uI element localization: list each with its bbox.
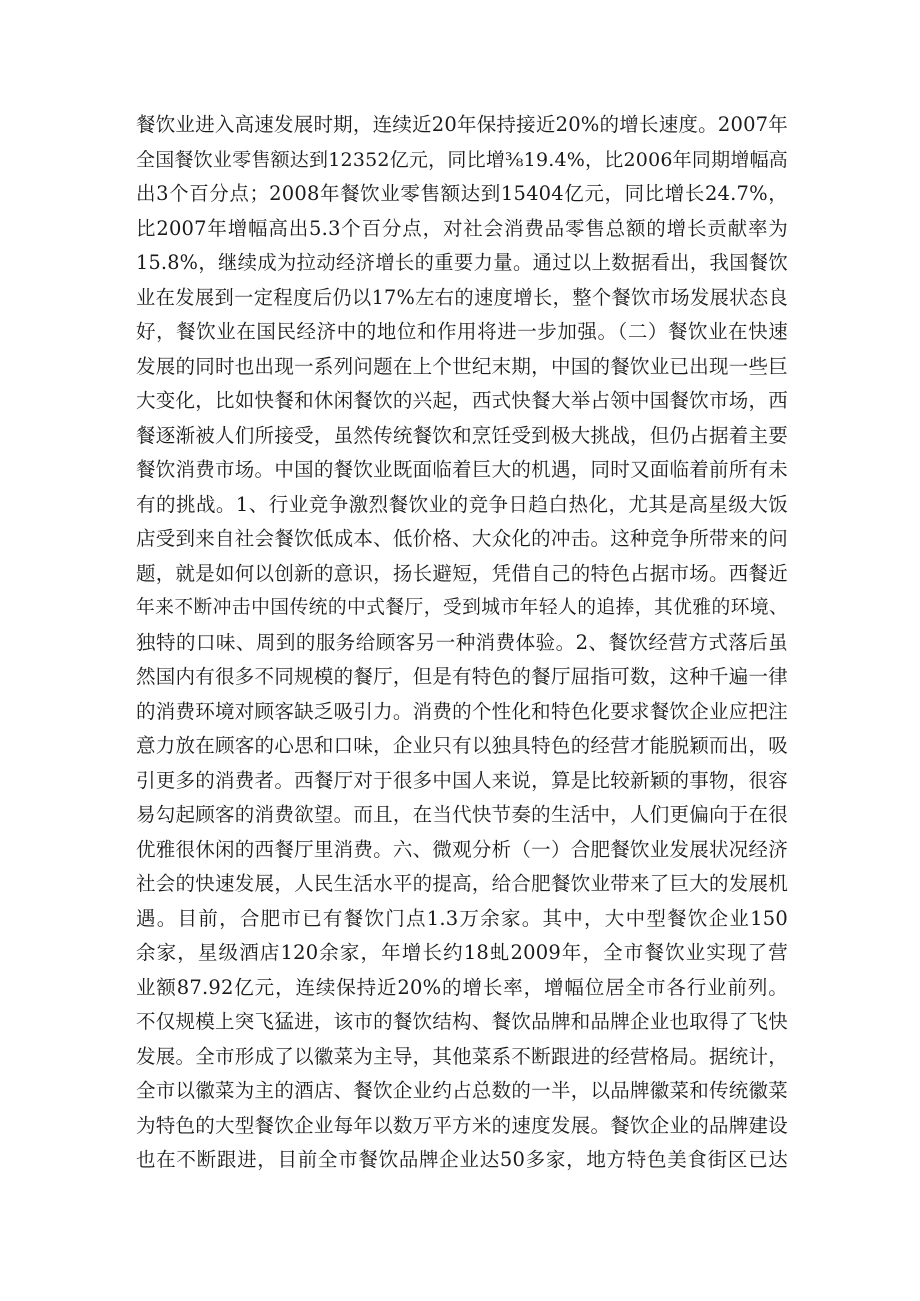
text-line: 有的挑战。1、行业竞争激烈餐饮业的竞争日趋白热化，尤其是高星级大饭 [136, 492, 788, 516]
text-line: 大变化，比如快餐和休闲餐饮的兴起，西式快餐大举占领中国餐饮市场，西 [136, 389, 788, 412]
text-line: 引更多的消费者。西餐厅对于很多中国人来说，算是比较新颖的事物，很容 [136, 768, 788, 792]
text-line: 余家，星级酒店120余家，年增长约18虬2009年，全市餐饮业实现了营 [136, 941, 788, 964]
text-line: 餐逐渐被人们所接受，虽然传统餐饮和烹饪受到极大挑战，但仍占据着主要 [136, 423, 788, 447]
text-line: 的消费环境对顾客缺乏吸引力。消费的个性化和特色化要求餐饮企业应把注 [136, 699, 788, 723]
text-line: 好，餐饮业在国民经济中的地位和作用将进一步加强。（二）餐饮业在快速 [136, 320, 788, 343]
text-line: 遇。目前，合肥市已有餐饮门点1.3万余家。其中，大中型餐饮企业150 [136, 906, 788, 930]
text-line: 全国餐饮业零售额达到12352亿元，同比增⅜19.4%，比2006年同期增幅高 [136, 148, 788, 171]
body-text [136, 108, 788, 1178]
text-line: 独特的口味、周到的服务给顾客另一种消费体验。2、餐饮经营方式落后虽 [136, 630, 788, 654]
text-line: 意力放在顾客的心思和口味，企业只有以独具特色的经营才能脱颖而出，吸 [136, 734, 788, 757]
text-line: 年来不断冲击中国传统的中式餐厅，受到城市年轻人的追捧，其优雅的环境、 [136, 597, 788, 618]
text-line: 优雅很休闲的西餐厅里消费。六、微观分析（一）合肥餐饮业发展状况经济 [136, 837, 788, 861]
text-line: 易勾起顾客的消费欲望。而且，在当代快节奏的生活中，人们更偏向于在很 [136, 803, 788, 826]
text-line: 店受到来自社会餐饮低成本、低价格、大众化的冲击。这种竞争所带来的问 [136, 527, 788, 550]
text-line: 餐饮消费市场。中国的餐饮业既面临着巨大的机遇，同时又面临着前所有未 [136, 458, 788, 481]
text-line: 餐饮业进入高速发展时期，连续近20年保持接近20%的增长速度。2007年 [136, 113, 788, 136]
text-line: 也在不断跟进，目前全市餐饮品牌企业达50多家，地方特色美食街区已达 [136, 1148, 788, 1171]
text-line: 不仅规模上突飞猛进，该市的餐饮结构、餐饮品牌和品牌企业也取得了飞快 [136, 1010, 788, 1033]
text-line: 业额87.92亿元，连续保持近20%的增长率，增幅位居全市各行业前列。 [136, 975, 788, 999]
text-line: 15.8%，继续成为拉动经济增长的重要力量。通过以上数据看出，我国餐饮 [136, 251, 788, 274]
text-line: 社会的快速发展，人民生活水平的提高，给合肥餐饮业带来了巨大的发展机 [136, 872, 788, 895]
text-line: 然国内有很多不同规模的餐厅，但是有特色的餐厅屈指可数，这种千遍一律 [136, 665, 788, 688]
text-line: 题，就是如何以创新的意识，扬长避短，凭借自己的特色占据市场。西餐近 [136, 561, 788, 585]
text-line: 发展。全市形成了以徽菜为主导，其他菜系不断跟进的经营格局。据统计， [136, 1044, 788, 1068]
text-line: 比2007年增幅高出5.3个百分点，对社会消费品零售总额的增长贡献率为 [136, 216, 788, 240]
text-line: 发展的同时也出现一系列问题在上个世纪末期，中国的餐饮业已出现一些巨 [136, 354, 788, 378]
text-line: 业在发展到一定程度后仍以17%左右的速度增长，整个餐饮市场发展状态良 [136, 285, 788, 309]
text-line: 全市以徽菜为主的酒店、餐饮企业约占总数的一半，以品牌徽菜和传统徽菜 [136, 1079, 788, 1102]
text-line: 出3个百分点；2008年餐饮业零售额达到15404亿元，同比增长24.7%， [136, 182, 788, 205]
text-line: 为特色的大型餐饮企业每年以数万平方米的速度发展。餐饮企业的品牌建设 [136, 1113, 788, 1137]
